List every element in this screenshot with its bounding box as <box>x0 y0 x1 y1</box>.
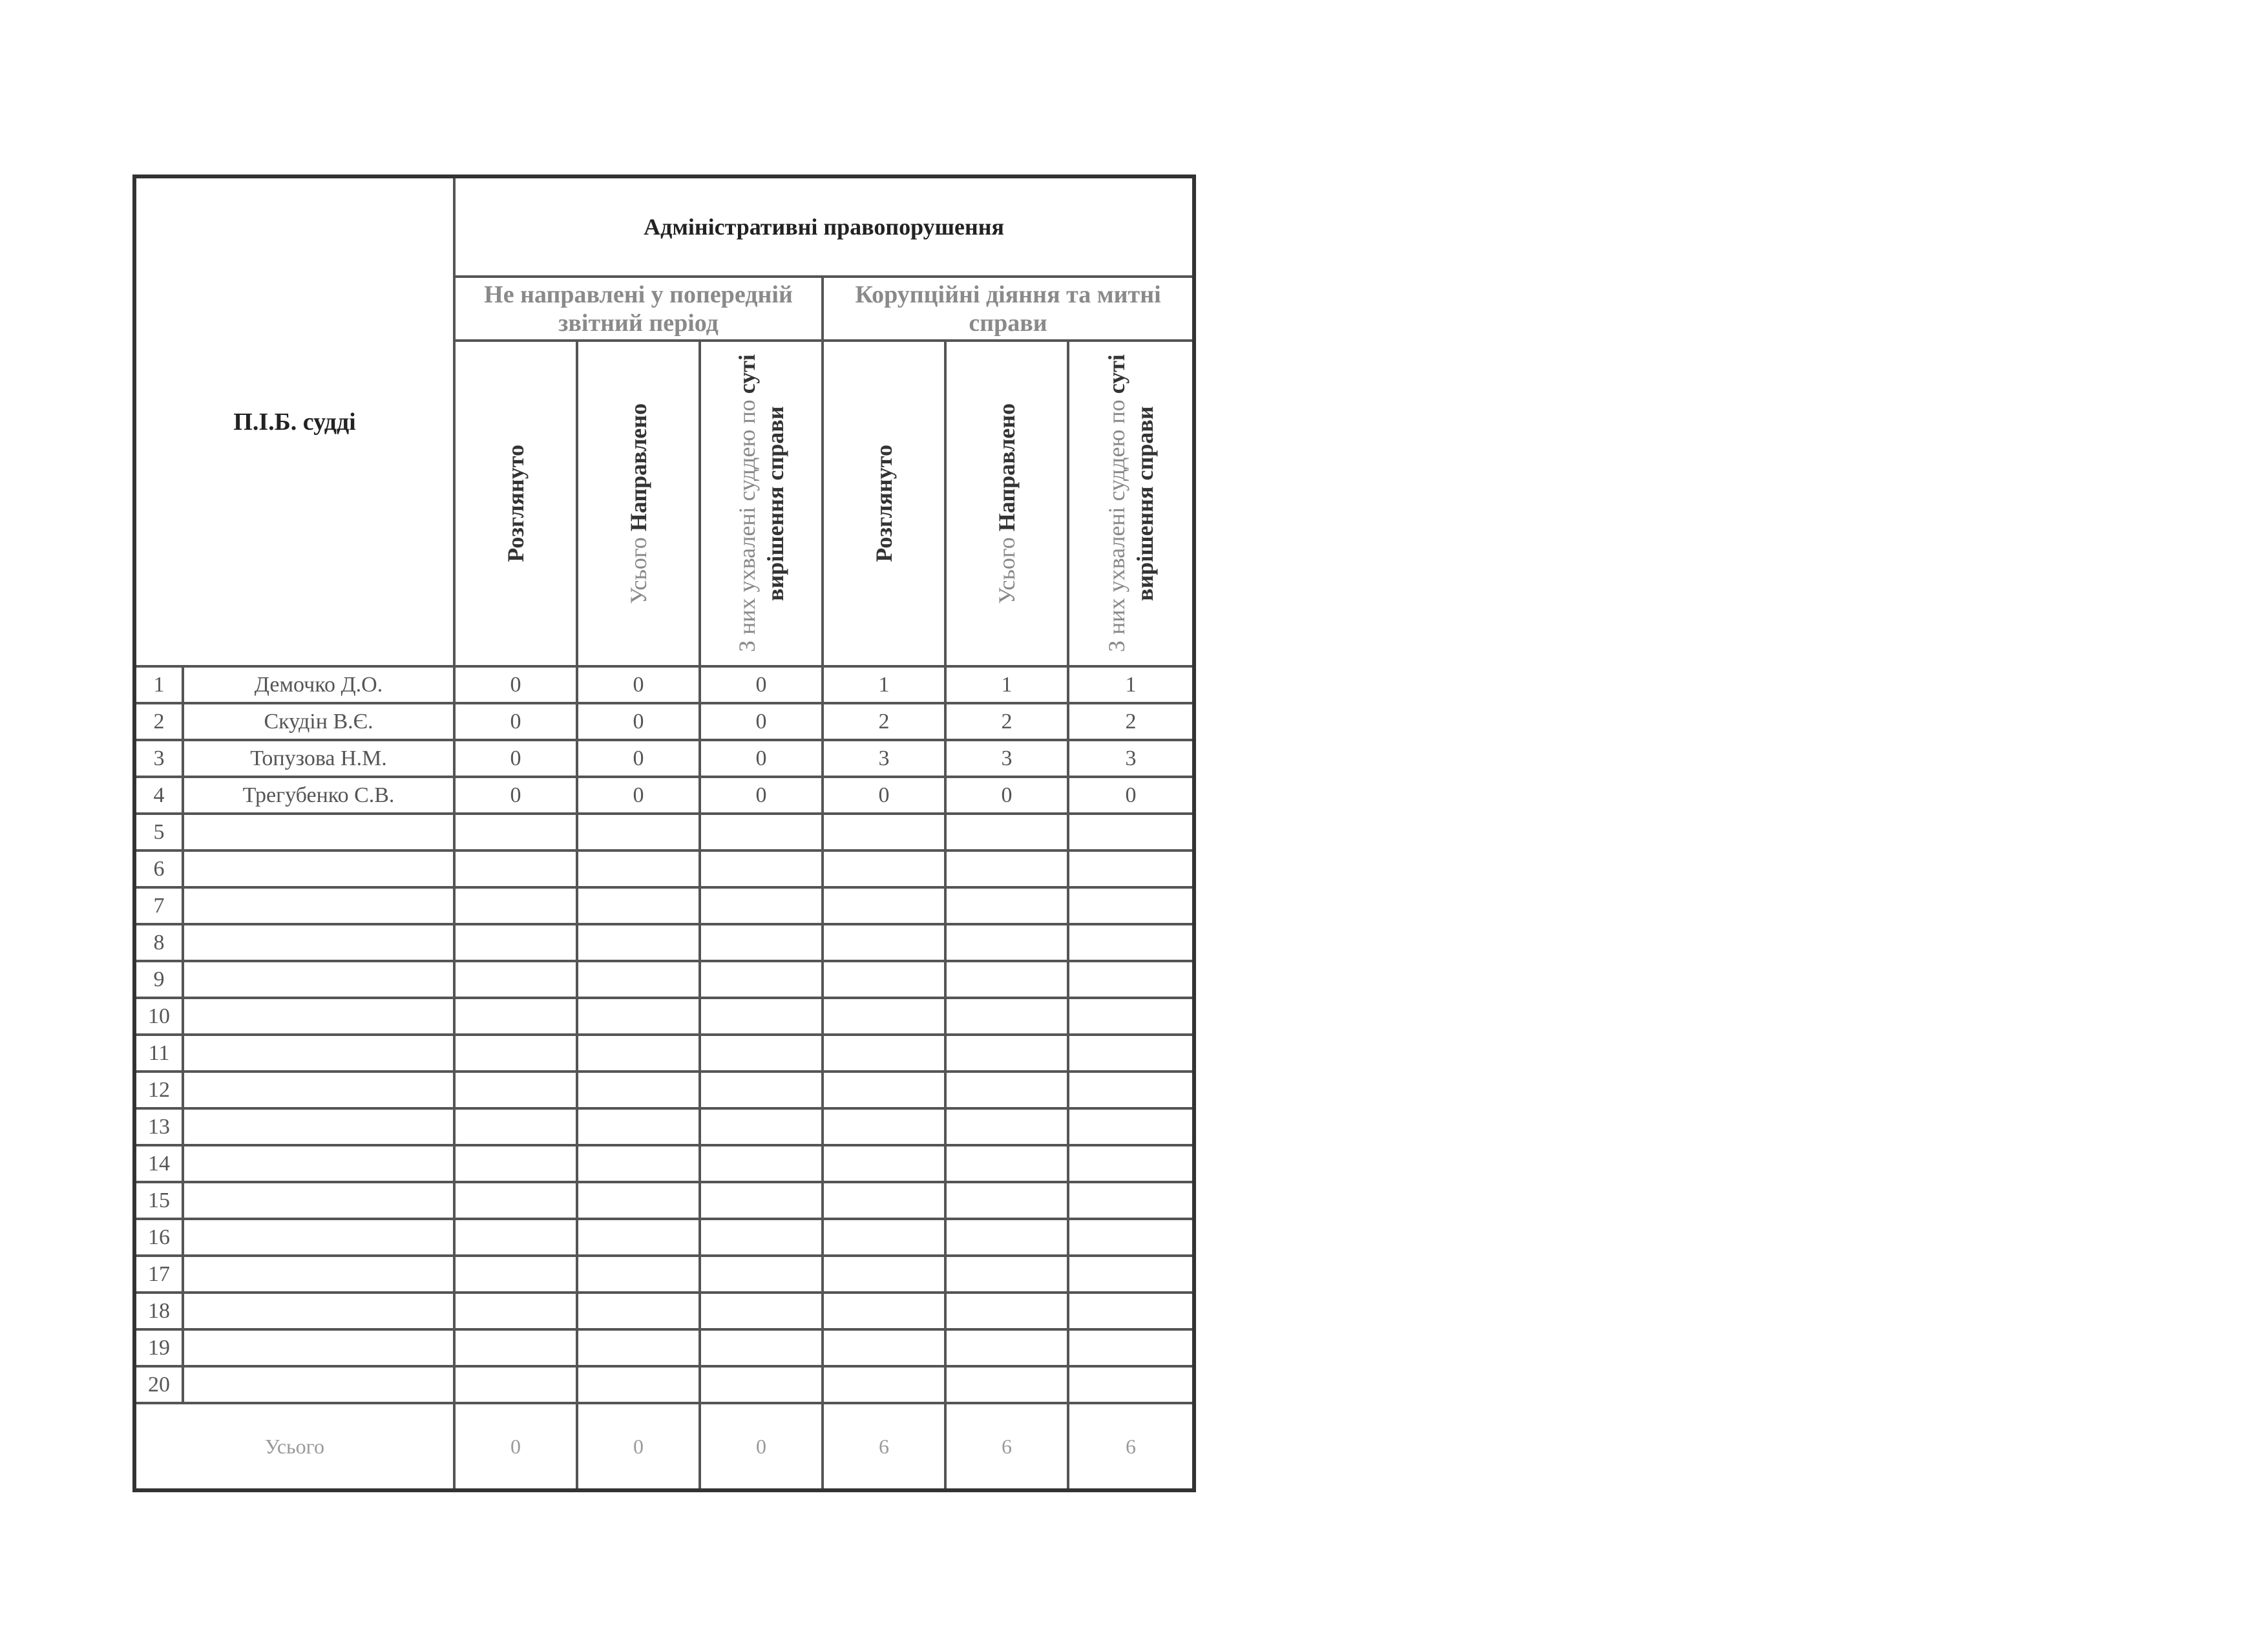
total-value: 0 <box>577 1403 700 1490</box>
table-row <box>134 777 1194 814</box>
cell-value <box>454 1182 577 1219</box>
row-number: 20 <box>134 1366 183 1403</box>
total-value: 6 <box>1068 1403 1194 1490</box>
cell-value <box>823 1072 945 1108</box>
cell-value <box>700 1108 823 1145</box>
cell-value <box>945 814 1068 850</box>
total-value: 0 <box>700 1403 823 1490</box>
cell-value <box>700 924 823 961</box>
cell-value <box>945 924 1068 961</box>
judge-name <box>183 1256 454 1293</box>
cell-value: 0 <box>454 666 577 703</box>
row-number: 16 <box>134 1219 183 1256</box>
cell-value <box>1068 1256 1194 1293</box>
column-header-text <box>624 403 653 604</box>
cell-value <box>823 1293 945 1329</box>
judge-name: Трегубенко С.В. <box>183 777 454 814</box>
cell-value <box>454 1293 577 1329</box>
cell-value <box>577 1219 700 1256</box>
column-header-text <box>1102 352 1159 655</box>
cell-value <box>945 998 1068 1035</box>
cell-value: 0 <box>454 740 577 777</box>
section-title: Адміністративні правопорушення <box>454 176 1194 277</box>
table-row <box>134 1145 1194 1182</box>
cell-value: 0 <box>1068 777 1194 814</box>
cell-value <box>945 1072 1068 1108</box>
cell-value <box>577 887 700 924</box>
judge-name <box>183 1182 454 1219</box>
cell-value <box>945 1256 1068 1293</box>
cell-value <box>823 1366 945 1403</box>
column-header-3 <box>700 341 823 666</box>
column-header-text <box>733 352 790 655</box>
table-row <box>134 1108 1194 1145</box>
cell-value <box>700 1256 823 1293</box>
total-label: Усього <box>134 1403 454 1490</box>
table-row <box>134 1035 1194 1072</box>
cell-value <box>577 924 700 961</box>
cell-value <box>577 998 700 1035</box>
row-number: 8 <box>134 924 183 961</box>
cell-value <box>577 1108 700 1145</box>
cell-value <box>577 850 700 887</box>
cell-value <box>454 1108 577 1145</box>
cell-value <box>823 961 945 998</box>
cell-value: 2 <box>823 703 945 740</box>
cell-value <box>454 1366 577 1403</box>
cell-value: 0 <box>823 777 945 814</box>
cell-value <box>1068 1035 1194 1072</box>
cell-value <box>823 850 945 887</box>
row-number: 3 <box>134 740 183 777</box>
total-value: 0 <box>454 1403 577 1490</box>
cell-value <box>945 887 1068 924</box>
cell-value: 0 <box>700 740 823 777</box>
table-row <box>134 887 1194 924</box>
cell-value: 0 <box>577 666 700 703</box>
table-row <box>134 814 1194 850</box>
cell-value <box>700 1035 823 1072</box>
cell-value <box>577 1366 700 1403</box>
cell-value <box>1068 961 1194 998</box>
judge-name <box>183 850 454 887</box>
row-number: 10 <box>134 998 183 1035</box>
column-header-label: Направлено <box>625 403 652 531</box>
cell-value <box>945 1108 1068 1145</box>
column-header-text <box>870 445 898 562</box>
cell-value: 0 <box>700 666 823 703</box>
cell-value <box>577 1293 700 1329</box>
cell-value <box>454 814 577 850</box>
cell-value <box>700 814 823 850</box>
column-header-5 <box>945 341 1068 666</box>
cell-value: 0 <box>700 777 823 814</box>
cell-value <box>1068 1329 1194 1366</box>
cell-value <box>1068 1072 1194 1108</box>
cell-value <box>700 1145 823 1182</box>
judge-name <box>183 1293 454 1329</box>
cell-value <box>823 1108 945 1145</box>
cell-value <box>1068 814 1194 850</box>
column-header-6 <box>1068 341 1194 666</box>
cell-value: 1 <box>1068 666 1194 703</box>
cell-value <box>454 1035 577 1072</box>
cell-value: 0 <box>454 703 577 740</box>
judge-name <box>183 814 454 850</box>
column-header-prefix: Усього <box>994 536 1020 604</box>
cell-value <box>945 1293 1068 1329</box>
cell-value <box>823 814 945 850</box>
cell-value <box>454 1329 577 1366</box>
column-header-label: Розглянуто <box>871 445 898 562</box>
cell-value <box>700 961 823 998</box>
cell-value <box>454 1219 577 1256</box>
row-number: 14 <box>134 1145 183 1182</box>
judge-name: Демочко Д.О. <box>183 666 454 703</box>
cell-value: 0 <box>454 777 577 814</box>
cell-value <box>700 850 823 887</box>
group-header-previous-period: Не направлені у попередній звітний період <box>454 277 823 341</box>
cell-value: 3 <box>1068 740 1194 777</box>
cell-value <box>700 998 823 1035</box>
table-row <box>134 961 1194 998</box>
cell-value <box>823 1256 945 1293</box>
cell-value <box>945 1145 1068 1182</box>
judge-name: Топузова Н.М. <box>183 740 454 777</box>
cell-value <box>577 1145 700 1182</box>
cell-value <box>823 998 945 1035</box>
judge-name <box>183 887 454 924</box>
row-number: 15 <box>134 1182 183 1219</box>
cell-value <box>1068 1108 1194 1145</box>
cell-value <box>945 1182 1068 1219</box>
cell-value <box>823 1329 945 1366</box>
cell-value <box>700 1293 823 1329</box>
cell-value <box>945 1035 1068 1072</box>
table-row <box>134 998 1194 1035</box>
cell-value <box>700 887 823 924</box>
column-header-4 <box>823 341 945 666</box>
table-row <box>134 703 1194 740</box>
table-row <box>134 1293 1194 1329</box>
column-header-label: Розглянуто <box>503 445 529 562</box>
cell-value <box>945 850 1068 887</box>
cell-value <box>1068 850 1194 887</box>
column-header-prefix: З них ухвалені суддею по <box>1104 399 1130 653</box>
judge-name <box>183 1108 454 1145</box>
judge-name <box>183 1035 454 1072</box>
table-row <box>134 1366 1194 1403</box>
table-row <box>134 1256 1194 1293</box>
judge-name <box>183 998 454 1035</box>
judge-name-header: П.І.Б. судді <box>134 176 454 666</box>
cell-value <box>1068 1366 1194 1403</box>
cell-value <box>454 998 577 1035</box>
cell-value <box>1068 1219 1194 1256</box>
cell-value <box>700 1329 823 1366</box>
column-header-text <box>992 403 1021 604</box>
column-header-label: Направлено <box>994 403 1020 531</box>
total-value: 6 <box>823 1403 945 1490</box>
cell-value <box>945 961 1068 998</box>
cell-value <box>823 1035 945 1072</box>
cell-value: 0 <box>700 703 823 740</box>
row-number: 1 <box>134 666 183 703</box>
row-number: 2 <box>134 703 183 740</box>
total-row <box>134 1403 1194 1490</box>
column-header-text <box>501 445 530 562</box>
cell-value <box>823 1219 945 1256</box>
row-number: 12 <box>134 1072 183 1108</box>
row-number: 13 <box>134 1108 183 1145</box>
cell-value <box>577 1329 700 1366</box>
table-row <box>134 1072 1194 1108</box>
cell-value <box>454 850 577 887</box>
row-number: 4 <box>134 777 183 814</box>
cell-value <box>700 1366 823 1403</box>
judge-name <box>183 1329 454 1366</box>
table-row <box>134 1329 1194 1366</box>
row-number: 18 <box>134 1293 183 1329</box>
cell-value <box>454 1072 577 1108</box>
cell-value <box>577 814 700 850</box>
cell-value <box>1068 998 1194 1035</box>
row-number: 19 <box>134 1329 183 1366</box>
cell-value <box>577 1072 700 1108</box>
row-number: 17 <box>134 1256 183 1293</box>
group-header-corruption: Корупційні діяння та митні справи <box>823 277 1194 341</box>
table-row <box>134 740 1194 777</box>
cell-value <box>454 961 577 998</box>
row-number: 5 <box>134 814 183 850</box>
cell-value <box>700 1219 823 1256</box>
column-header-1 <box>454 341 577 666</box>
column-header-prefix: Усього <box>625 536 652 604</box>
table-row <box>134 1219 1194 1256</box>
judge-name: Скудін В.Є. <box>183 703 454 740</box>
cell-value <box>1068 1145 1194 1182</box>
row-number: 6 <box>134 850 183 887</box>
table-row <box>134 850 1194 887</box>
cell-value <box>823 887 945 924</box>
cell-value: 0 <box>577 703 700 740</box>
cell-value <box>577 961 700 998</box>
cell-value: 3 <box>945 740 1068 777</box>
cell-value: 1 <box>823 666 945 703</box>
cell-value <box>823 1145 945 1182</box>
cell-value <box>1068 887 1194 924</box>
judge-name <box>183 1219 454 1256</box>
judge-name <box>183 961 454 998</box>
cell-value: 0 <box>577 740 700 777</box>
table-row <box>134 1182 1194 1219</box>
cell-value <box>577 1035 700 1072</box>
table-row <box>134 924 1194 961</box>
cell-value <box>454 1145 577 1182</box>
judge-name <box>183 1366 454 1403</box>
report-sheet <box>132 174 1192 1486</box>
cell-value <box>577 1182 700 1219</box>
cell-value <box>454 887 577 924</box>
cell-value <box>1068 924 1194 961</box>
cell-value <box>945 1329 1068 1366</box>
row-number: 11 <box>134 1035 183 1072</box>
cell-value: 2 <box>1068 703 1194 740</box>
column-header-prefix: З них ухвалені суддею по <box>734 399 761 653</box>
cell-value <box>945 1366 1068 1403</box>
cell-value: 2 <box>945 703 1068 740</box>
cell-value <box>1068 1182 1194 1219</box>
column-header-label: суті вирішення справи <box>734 354 789 601</box>
judge-name <box>183 924 454 961</box>
cell-value <box>454 1256 577 1293</box>
judge-name <box>183 1145 454 1182</box>
row-number: 7 <box>134 887 183 924</box>
total-value: 6 <box>945 1403 1068 1490</box>
column-header-2 <box>577 341 700 666</box>
cell-value <box>577 1256 700 1293</box>
report-table <box>132 174 1196 1492</box>
cell-value <box>700 1182 823 1219</box>
cell-value: 0 <box>945 777 1068 814</box>
cell-value <box>823 1182 945 1219</box>
cell-value <box>945 1219 1068 1256</box>
column-header-label: суті вирішення справи <box>1104 354 1159 601</box>
cell-value <box>1068 1293 1194 1329</box>
cell-value <box>823 924 945 961</box>
cell-value: 3 <box>823 740 945 777</box>
cell-value: 1 <box>945 666 1068 703</box>
judge-name <box>183 1072 454 1108</box>
cell-value <box>700 1072 823 1108</box>
cell-value <box>454 924 577 961</box>
table-row <box>134 666 1194 703</box>
cell-value: 0 <box>577 777 700 814</box>
row-number: 9 <box>134 961 183 998</box>
